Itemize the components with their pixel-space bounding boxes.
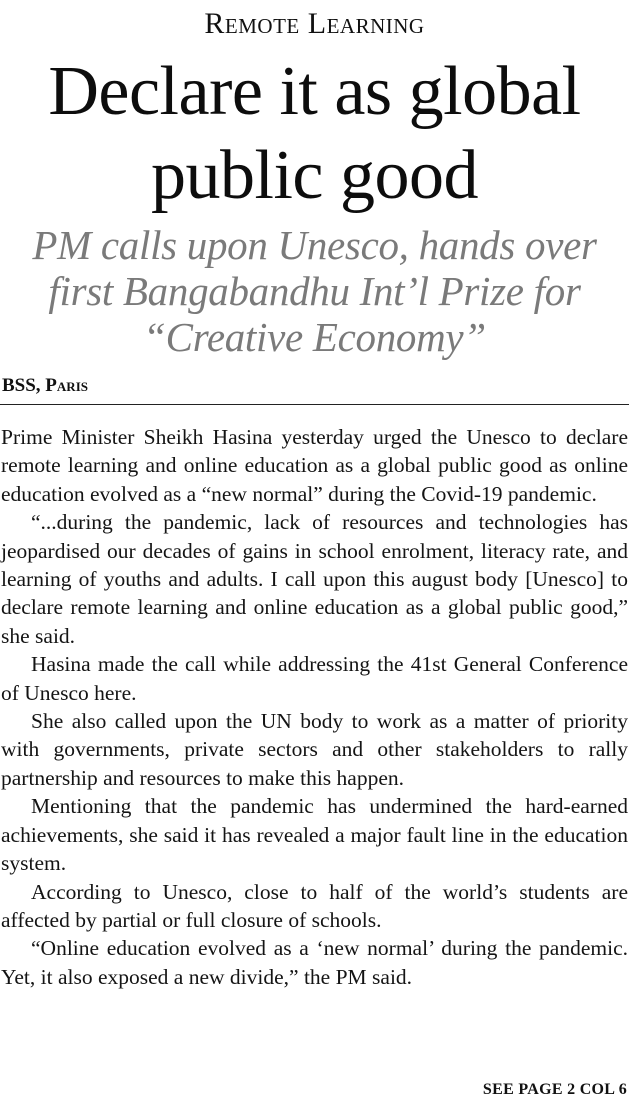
subheadline-line-1: PM calls upon Unesco, hands over [32,222,597,268]
paragraph-6: According to Unesco, close to half of the world’s students are affected by partial or full closure of schools. [1,879,628,932]
subheadline [0,222,629,360]
byline-divider [0,404,629,405]
headline [0,50,629,218]
headline-line-1: Declare it as global [48,53,581,130]
subheadline-line-2: first Bangabandhu Int’l Prize for [48,268,581,314]
paragraph-4: She also called upon the UN body to work as a matter of priority with governments, private sectors and other stakeholders to rally partnership and resources to make this happen. [1,709,628,790]
article-body [1,423,628,991]
section-kicker: Remote Learning [204,7,425,40]
subheadline-line-3: “Creative Economy” [143,314,486,360]
paragraph-5: Mentioning that the pandemic has undermined the hard-earned achievements, she said it has revealed a major fault line in the education system. [1,794,628,876]
paragraph-1: Prime Minister Sheikh Hasina yesterday urged the Unesco to declare remote learning and online education as a global public good as online education evolved as a “new normal” during the Covid-19 pandemic. [1,425,628,506]
paragraph-2: “...during the pandemic, lack of resources and technologies has jeopardised our decades of gains in school enrolment, literacy rate, and learning of youths and adults. I call upon this august body [Unesco] to declare remote learning and online education as a global public good,” she said. [1,510,628,648]
paragraph-7: “Online education evolved as a ‘new normal’ during the pandemic. Yet, it also exposed a new divide,” the PM said. [1,936,628,989]
continued-on-page: SEE PAGE 2 COL 6 [482,1081,627,1098]
byline: BSS, Paris [2,375,88,396]
paragraph-3: Hasina made the call while addressing the 41st General Conference of Unesco here. [1,652,628,705]
headline-line-2: public good [151,137,478,214]
